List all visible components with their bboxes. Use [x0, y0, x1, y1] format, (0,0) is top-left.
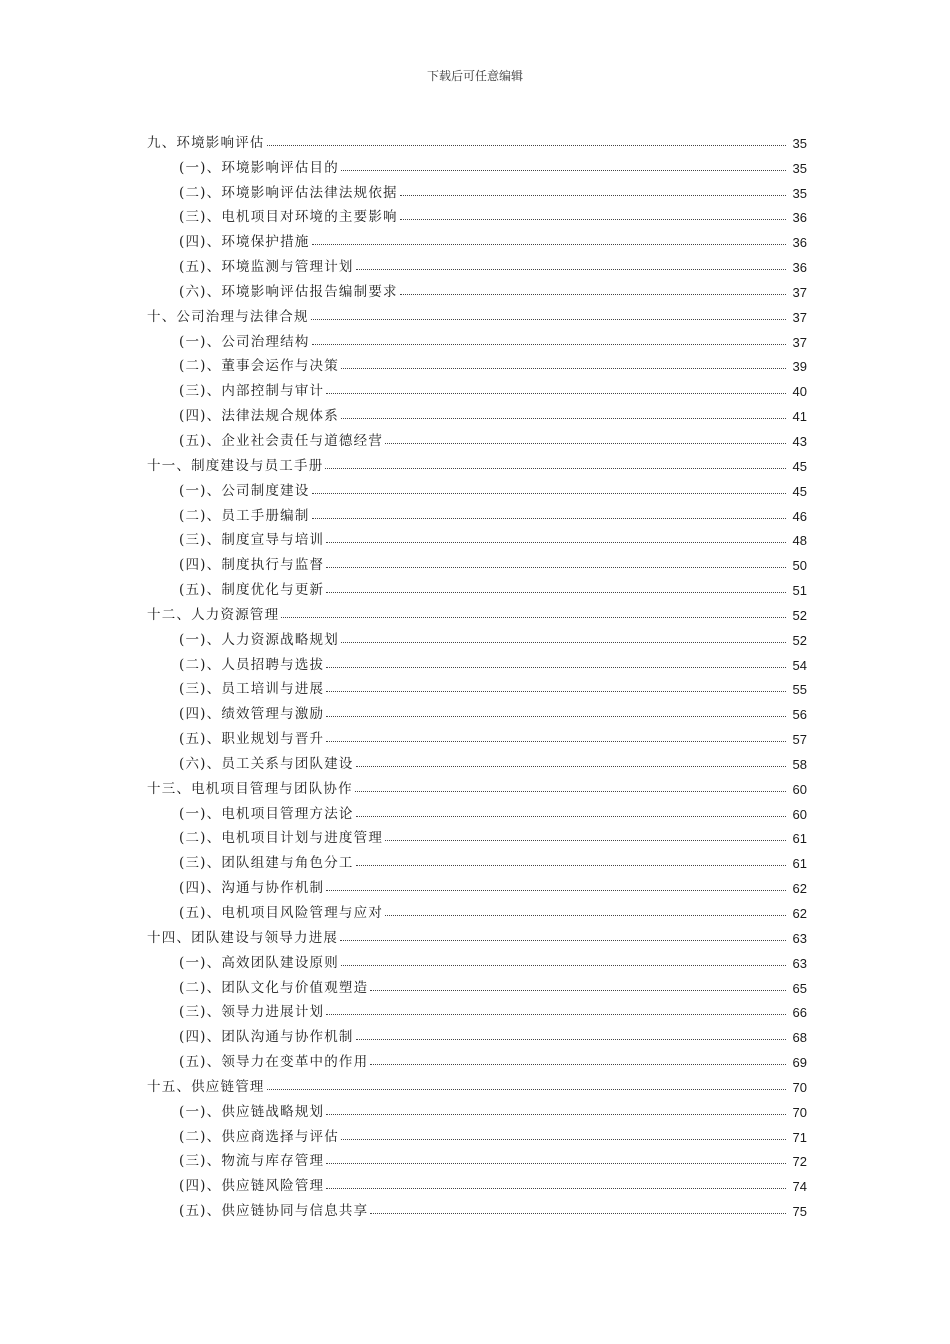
toc-entry-title: 十一、制度建设与员工手册 [147, 457, 324, 474]
toc-entry-title: 十四、团队建设与领导力进展 [147, 929, 339, 946]
toc-entry-title: (六)、环境影响评估报告编制要求 [179, 283, 398, 300]
toc-dot-leader [326, 592, 786, 593]
toc-section-entry[interactable] [147, 623, 807, 648]
toc-page-number: 74 [792, 1179, 807, 1195]
toc-entry-title: (四)、沟通与协作机制 [179, 880, 325, 897]
toc-section-entry[interactable] [147, 424, 807, 449]
toc-dot-leader [400, 219, 786, 220]
toc-dot-leader [267, 145, 786, 146]
toc-page-number: 43 [792, 433, 807, 449]
toc-section-entry[interactable] [147, 151, 807, 176]
toc-section-entry[interactable] [147, 399, 807, 424]
toc-section-entry[interactable] [147, 350, 807, 375]
toc-entry-title: (三)、员工培训与进展 [179, 681, 325, 698]
toc-section-entry[interactable] [147, 325, 807, 350]
toc-dot-leader [326, 1188, 786, 1189]
toc-dot-leader [385, 443, 786, 444]
toc-entry-title: 十、公司治理与法律合规 [147, 308, 309, 325]
toc-page-number: 45 [792, 483, 807, 499]
toc-page-number: 45 [792, 458, 807, 474]
toc-dot-leader [356, 865, 786, 866]
page-header: 下载后可任意编辑 [426, 69, 523, 83]
toc-page-number: 52 [792, 632, 807, 648]
toc-entry-title: (二)、环境影响评估法律法规依据 [179, 184, 398, 201]
toc-chapter-entry[interactable] [147, 449, 807, 474]
toc-chapter-entry[interactable] [147, 921, 807, 946]
toc-section-entry[interactable] [147, 797, 807, 822]
toc-page-number: 62 [792, 881, 807, 897]
toc-dot-leader [385, 840, 786, 841]
toc-entry-title: (一)、人力资源战略规划 [179, 631, 339, 648]
toc-section-entry[interactable] [147, 846, 807, 871]
toc-entry-title: (四)、环境保护措施 [179, 234, 310, 251]
toc-section-entry[interactable] [147, 896, 807, 921]
toc-section-entry[interactable] [147, 1194, 807, 1219]
toc-dot-leader [370, 1064, 786, 1065]
toc-entry-title: (六)、员工关系与团队建设 [179, 755, 354, 772]
toc-page-number: 48 [792, 533, 807, 549]
toc-section-entry[interactable] [147, 1120, 807, 1145]
toc-section-entry[interactable] [147, 1045, 807, 1070]
toc-page-number: 71 [792, 1129, 807, 1145]
toc-entry-title: (四)、制度执行与监督 [179, 557, 325, 574]
toc-dot-leader [326, 1163, 786, 1164]
toc-dot-leader [341, 1139, 786, 1140]
toc-dot-leader [326, 691, 786, 692]
toc-dot-leader [312, 344, 786, 345]
toc-section-entry[interactable] [147, 722, 807, 747]
table-of-contents [147, 126, 807, 1219]
toc-dot-leader [326, 542, 786, 543]
toc-page-number: 72 [792, 1154, 807, 1170]
toc-entry-title: (四)、绩效管理与激励 [179, 706, 325, 723]
toc-section-entry[interactable] [147, 747, 807, 772]
toc-section-entry[interactable] [147, 971, 807, 996]
toc-entry-title: (三)、制度宣导与培训 [179, 532, 325, 549]
toc-dot-leader [326, 393, 786, 394]
toc-page-number: 36 [792, 260, 807, 276]
toc-entry-title: (三)、团队组建与角色分工 [179, 855, 354, 872]
toc-page-number: 51 [792, 583, 807, 599]
toc-section-entry[interactable] [147, 871, 807, 896]
toc-dot-leader [312, 244, 786, 245]
toc-dot-leader [281, 617, 786, 618]
toc-section-entry[interactable] [147, 201, 807, 226]
toc-page-number: 66 [792, 1005, 807, 1021]
toc-entry-title: (四)、供应链风险管理 [179, 1178, 325, 1195]
toc-page-number: 70 [792, 1104, 807, 1120]
toc-page-number: 68 [792, 1030, 807, 1046]
toc-dot-leader [341, 368, 786, 369]
toc-dot-leader [267, 1089, 786, 1090]
toc-section-entry[interactable] [147, 673, 807, 698]
toc-section-entry[interactable] [147, 225, 807, 250]
toc-page-number: 60 [792, 781, 807, 797]
toc-entry-title: (三)、领导力进展计划 [179, 1004, 325, 1021]
toc-page-number: 40 [792, 384, 807, 400]
toc-section-entry[interactable] [147, 374, 807, 399]
toc-page-number: 35 [792, 160, 807, 176]
toc-page-number: 63 [792, 955, 807, 971]
toc-entry-title: (二)、电机项目计划与进度管理 [179, 830, 384, 847]
toc-section-entry[interactable] [147, 275, 807, 300]
toc-section-entry[interactable] [147, 499, 807, 524]
toc-page-number: 37 [792, 284, 807, 300]
toc-page-number: 61 [792, 831, 807, 847]
toc-page-number: 63 [792, 930, 807, 946]
toc-entry-title: (二)、董事会运作与决策 [179, 358, 339, 375]
toc-dot-leader [326, 1014, 786, 1015]
toc-entry-title: (二)、供应商选择与评估 [179, 1128, 339, 1145]
toc-page-number: 35 [792, 135, 807, 151]
toc-dot-leader [326, 716, 786, 717]
toc-dot-leader [326, 1114, 786, 1115]
toc-page-number: 54 [792, 657, 807, 673]
toc-page-number: 36 [792, 235, 807, 251]
toc-page-number: 69 [792, 1055, 807, 1071]
toc-dot-leader [341, 965, 786, 966]
toc-section-entry[interactable] [147, 1145, 807, 1170]
toc-entry-title: (三)、物流与库存管理 [179, 1153, 325, 1170]
toc-dot-leader [312, 493, 786, 494]
toc-entry-title: (五)、供应链协同与信息共享 [179, 1203, 369, 1220]
toc-dot-leader [325, 468, 786, 469]
toc-chapter-entry[interactable] [147, 300, 807, 325]
toc-entry-title: (一)、公司制度建设 [179, 482, 310, 499]
toc-page-number: 46 [792, 508, 807, 524]
toc-page-number: 37 [792, 334, 807, 350]
toc-page-number: 56 [792, 707, 807, 723]
toc-dot-leader [356, 816, 786, 817]
toc-section-entry[interactable] [147, 250, 807, 275]
toc-entry-title: (二)、员工手册编制 [179, 507, 310, 524]
toc-entry-title: (五)、企业社会责任与道德经营 [179, 432, 384, 449]
toc-entry-title: (五)、领导力在变革中的作用 [179, 1054, 369, 1071]
toc-entry-title: 十三、电机项目管理与团队协作 [147, 780, 353, 797]
toc-dot-leader [385, 915, 786, 916]
toc-dot-leader [400, 195, 786, 196]
toc-dot-leader [370, 990, 786, 991]
toc-section-entry[interactable] [147, 697, 807, 722]
toc-entry-title: (四)、法律法规合规体系 [179, 408, 339, 425]
toc-section-entry[interactable] [147, 573, 807, 598]
toc-page-number: 55 [792, 682, 807, 698]
toc-page-number: 52 [792, 607, 807, 623]
toc-entry-title: (一)、供应链战略规划 [179, 1103, 325, 1120]
toc-dot-leader [340, 940, 786, 941]
toc-chapter-entry[interactable] [147, 126, 807, 151]
toc-dot-leader [341, 170, 786, 171]
toc-dot-leader [341, 642, 786, 643]
toc-page-number: 37 [792, 309, 807, 325]
toc-entry-title: (五)、环境监测与管理计划 [179, 259, 354, 276]
toc-page-number: 70 [792, 1079, 807, 1095]
toc-entry-title: 十五、供应链管理 [147, 1078, 265, 1095]
toc-dot-leader [400, 294, 786, 295]
toc-chapter-entry[interactable] [147, 598, 807, 623]
toc-entry-title: (二)、团队文化与价值观塑造 [179, 979, 369, 996]
toc-entry-title: (三)、内部控制与审计 [179, 383, 325, 400]
toc-entry-title: (一)、电机项目管理方法论 [179, 805, 354, 822]
toc-dot-leader [356, 1039, 786, 1040]
toc-entry-title: 九、环境影响评估 [147, 134, 265, 151]
toc-dot-leader [356, 766, 786, 767]
toc-dot-leader [312, 518, 786, 519]
toc-dot-leader [326, 741, 786, 742]
toc-page-number: 41 [792, 409, 807, 425]
toc-section-entry[interactable] [147, 474, 807, 499]
toc-page-number: 60 [792, 806, 807, 822]
toc-entry-title: (五)、制度优化与更新 [179, 582, 325, 599]
toc-page-number: 39 [792, 359, 807, 375]
toc-dot-leader [370, 1213, 786, 1214]
toc-entry-title: (一)、环境影响评估目的 [179, 159, 339, 176]
toc-page-number: 61 [792, 856, 807, 872]
toc-chapter-entry[interactable] [147, 772, 807, 797]
toc-dot-leader [356, 269, 786, 270]
toc-entry-title: (三)、电机项目对环境的主要影响 [179, 209, 398, 226]
toc-section-entry[interactable] [147, 548, 807, 573]
toc-section-entry[interactable] [147, 822, 807, 847]
toc-page-number: 36 [792, 210, 807, 226]
toc-section-entry[interactable] [147, 1095, 807, 1120]
toc-entry-title: (二)、人员招聘与选拔 [179, 656, 325, 673]
toc-dot-leader [341, 418, 786, 419]
toc-entry-title: 十二、人力资源管理 [147, 606, 280, 623]
toc-section-entry[interactable] [147, 648, 807, 673]
toc-chapter-entry[interactable] [147, 1070, 807, 1095]
toc-page-number: 35 [792, 185, 807, 201]
toc-section-entry[interactable] [147, 996, 807, 1021]
toc-page-number: 50 [792, 558, 807, 574]
toc-entry-title: (五)、电机项目风险管理与应对 [179, 905, 384, 921]
toc-entry-title: (一)、高效团队建设原则 [179, 954, 339, 971]
toc-entry-title: (四)、团队沟通与协作机制 [179, 1029, 354, 1046]
toc-page-number: 65 [792, 980, 807, 996]
toc-dot-leader [326, 667, 786, 668]
toc-section-entry[interactable] [147, 176, 807, 201]
toc-section-entry[interactable] [147, 946, 807, 971]
toc-dot-leader [311, 319, 786, 320]
toc-page-number: 57 [792, 732, 807, 748]
toc-dot-leader [355, 791, 786, 792]
toc-section-entry[interactable] [147, 1169, 807, 1194]
toc-page-number: 75 [792, 1204, 807, 1220]
toc-section-entry[interactable] [147, 1020, 807, 1045]
toc-dot-leader [326, 890, 786, 891]
toc-page-number: 62 [792, 906, 807, 921]
toc-section-entry[interactable] [147, 524, 807, 549]
toc-page-number: 58 [792, 756, 807, 772]
toc-entry-title: (五)、职业规划与晋升 [179, 731, 325, 748]
toc-entry-title: (一)、公司治理结构 [179, 333, 310, 350]
toc-dot-leader [326, 567, 786, 568]
